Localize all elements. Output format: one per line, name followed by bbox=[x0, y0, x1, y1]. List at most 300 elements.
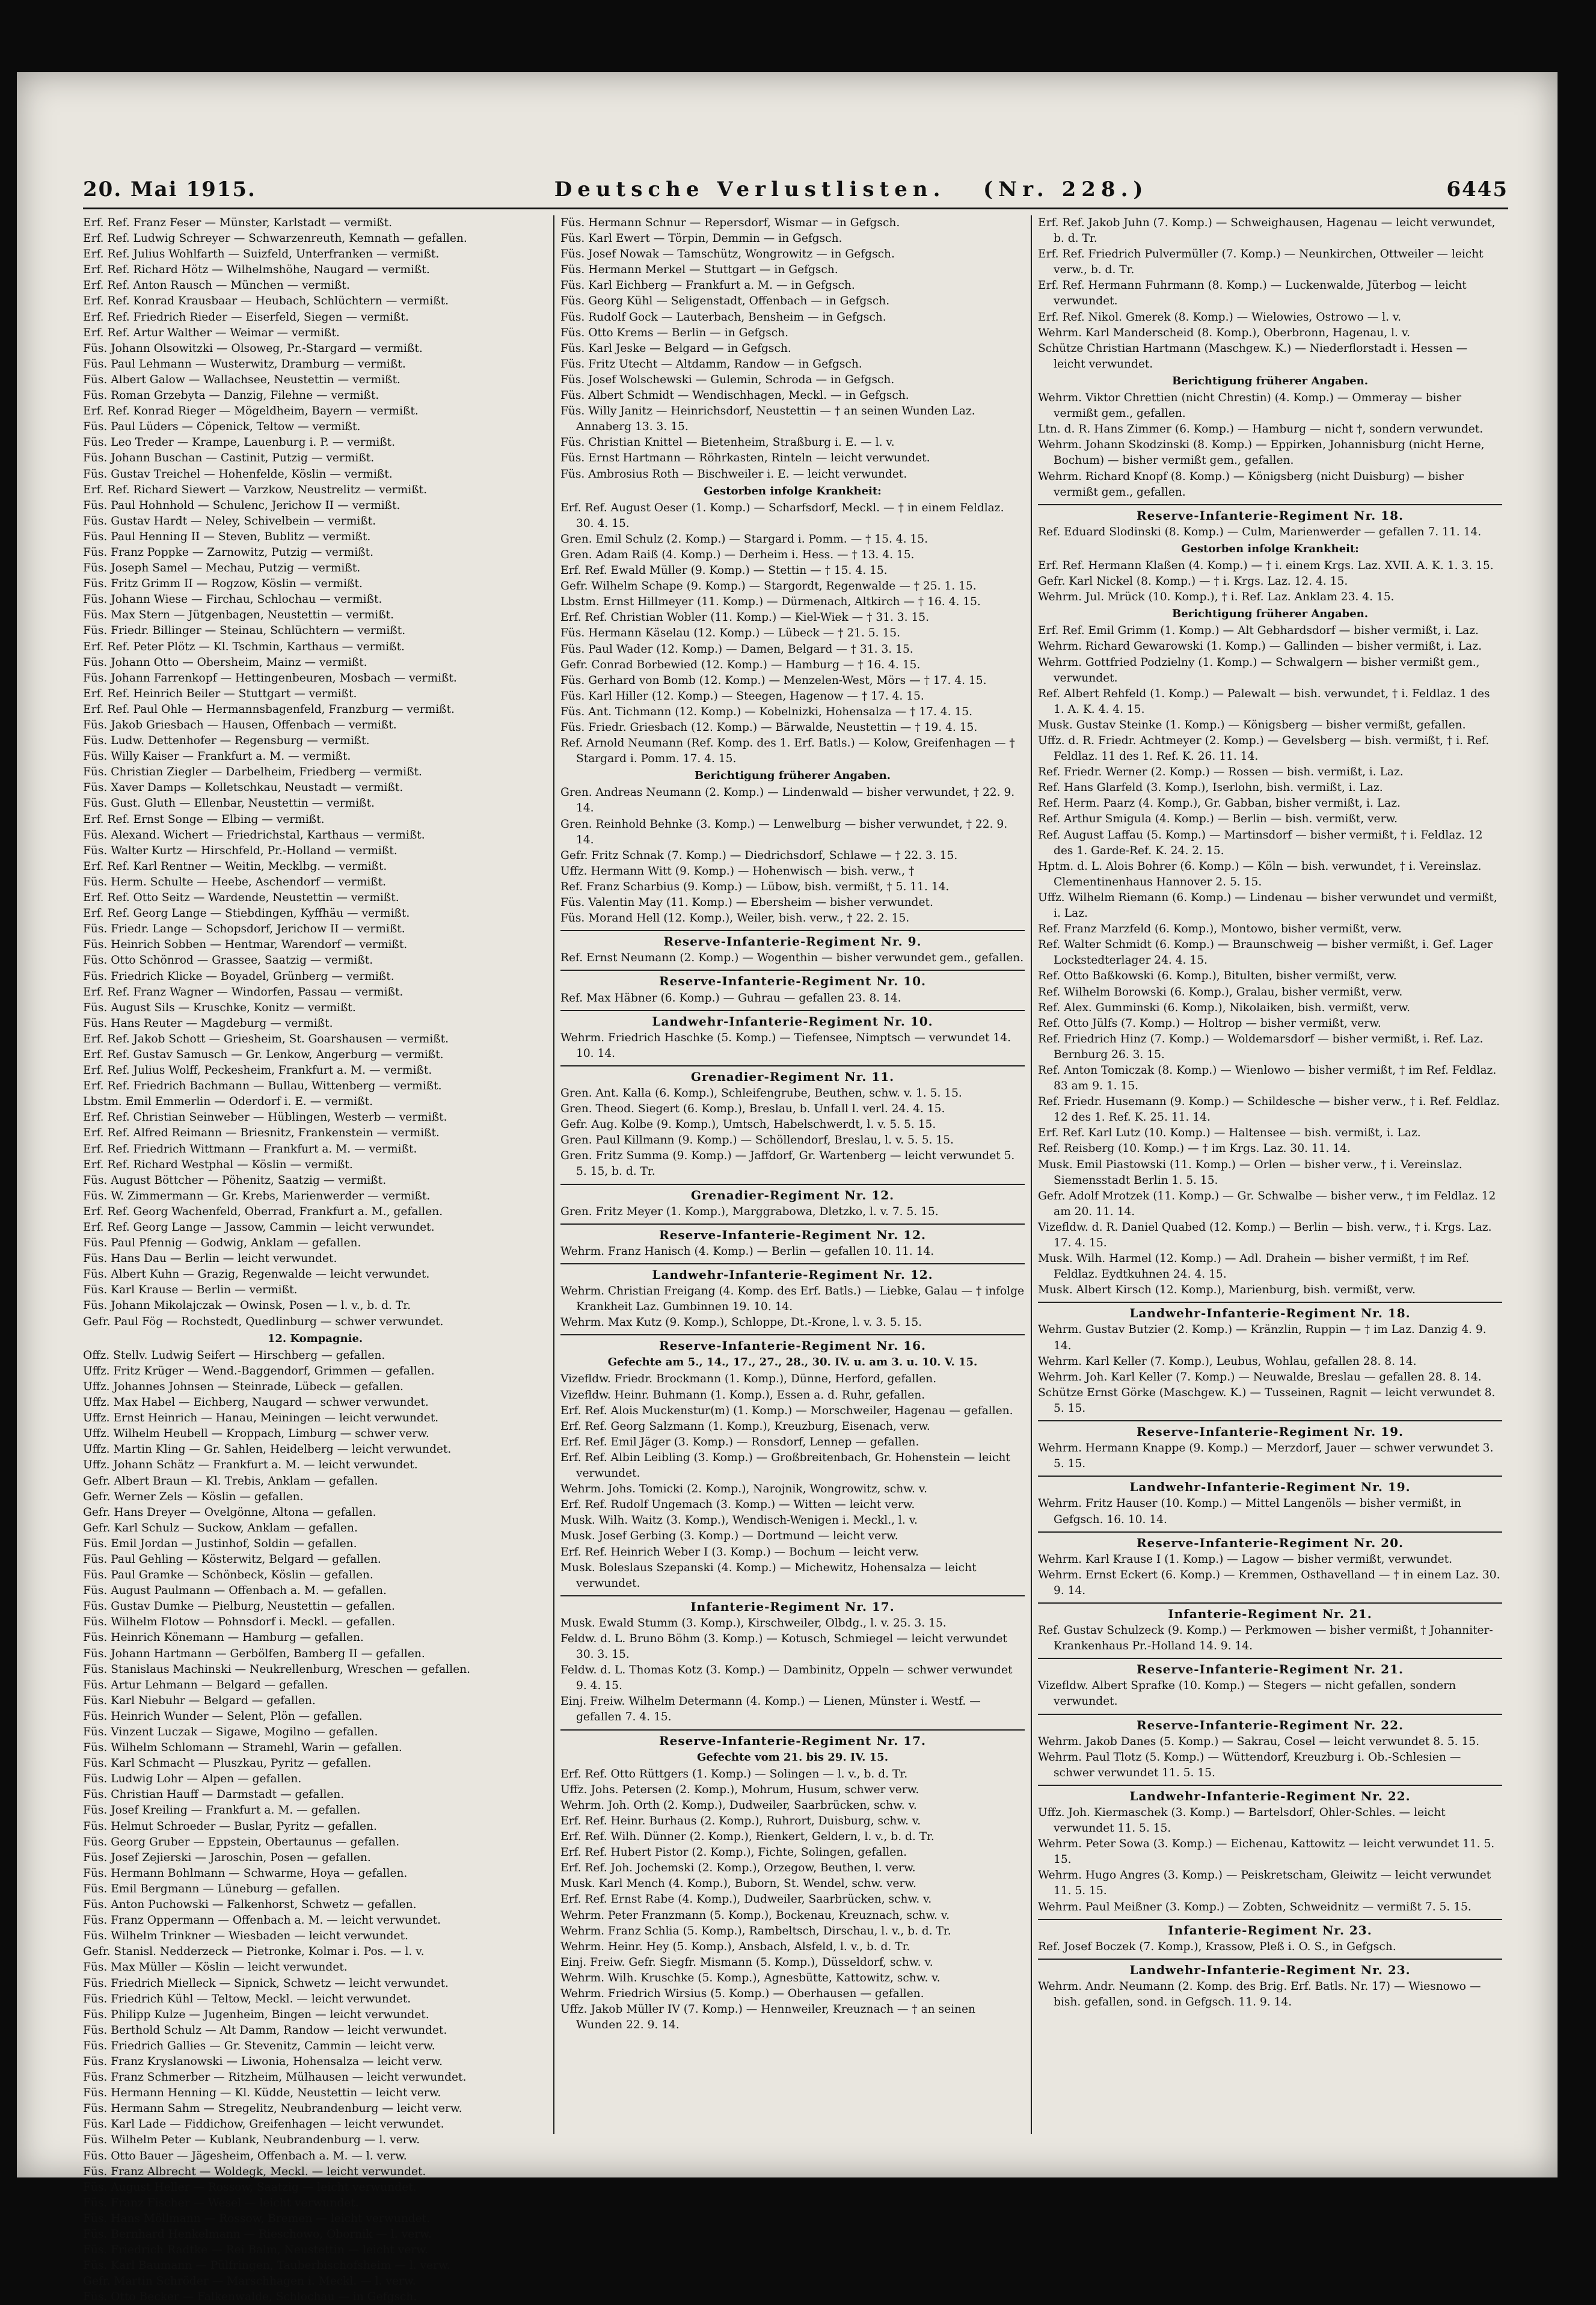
casualty-entry: Hptm. d. L. Alois Bohrer (6. Komp.) — Köln — bish. verwundet, † i. Vereinslaz. Clementinenhaus Hannover 2. 5. 15. bbox=[1038, 860, 1482, 888]
casualty-entry: Erf. Ref. Franz Wagner — Windorfen, Passau — vermißt. bbox=[83, 985, 404, 999]
casualty-entry: Musk. Gustav Steinke (1. Komp.) — Königsberg — bisher vermißt, gefallen. bbox=[1038, 718, 1466, 731]
casualty-entry: Ref. Otto Jülfs (7. Komp.) — Holtrop — bisher vermißt, verw. bbox=[1038, 1017, 1381, 1030]
casualty-entry: Ref. Eduard Slodinski (8. Komp.) — Culm, Marienwerder — gefallen 7. 11. 14. bbox=[1038, 525, 1482, 538]
casualty-entry: Füs. Johann Buschan — Castinit, Putzig — vermißt. bbox=[83, 452, 375, 465]
casualty-entry: Füs. Franz Oppermann — Offenbach a. M. — leicht verwundet. bbox=[83, 1914, 441, 1927]
casualty-entry: Erf. Ref. Konrad Krausbaar — Heubach, Schlüchtern — vermißt. bbox=[83, 295, 449, 308]
casualty-entry: Uffz. Ernst Heinrich — Hanau, Meiningen — leicht verwundet. bbox=[83, 1412, 439, 1425]
casualty-entry: Füs. Johann Otto — Obersheim, Mainz — vermißt. bbox=[83, 656, 367, 669]
casualty-entry: Erf. Ref. Georg Salzmann (1. Komp.), Kreuzburg, Eisenach, verw. bbox=[560, 1420, 930, 1433]
casualty-entry: Füs. Johann Hartmann — Gerbölfen, Bamberg II — gefallen. bbox=[83, 1647, 425, 1660]
casualty-entry: Füs. Friedr. Billinger — Steinau, Schlüchtern — vermißt. bbox=[83, 624, 406, 638]
casualty-entry: Füs. Ernst Hartmann — Röhrkasten, Rinteln — leicht verwundet. bbox=[560, 452, 930, 465]
page-number: 6445 bbox=[1446, 177, 1508, 202]
casualty-entry: Vizefldw. Friedr. Brockmann (1. Komp.), Dünne, Herford, gefallen. bbox=[560, 1373, 937, 1386]
regiment-heading: Landwehr-Infanterie-Regiment Nr. 19. bbox=[1038, 1476, 1502, 1495]
casualty-entry: Füs. Anton Puchowski — Falkenhorst, Schwetz — gefallen. bbox=[83, 1898, 417, 1912]
regiment-heading: Reserve-Infanterie-Regiment Nr. 16. bbox=[560, 1334, 1025, 1353]
regiment-heading: Landwehr-Infanterie-Regiment Nr. 22. bbox=[1038, 1785, 1502, 1804]
casualty-entry: Ref. Hans Glarfeld (3. Komp.), Iserlohn, bish. vermißt, i. Laz. bbox=[1038, 781, 1383, 795]
casualty-entry: Erf. Ref. Heinr. Burhaus (2. Komp.), Ruhrort, Duisburg, schw. v. bbox=[560, 1815, 921, 1827]
casualty-entry: Erf. Ref. Otto Rüttgers (1. Komp.) — Solingen — l. v., b. d. Tr. bbox=[560, 1767, 908, 1780]
casualty-entry: Füs. Friedrich Mielleck — Sipnick, Schwetz — leicht verwundet. bbox=[83, 1977, 449, 1990]
casualty-entry: Füs. Ambrosius Roth — Bischweiler i. E. — leicht verwundet. bbox=[560, 467, 907, 481]
casualty-entry: Gefr. Werner Zels — Köslin — gefallen. bbox=[83, 1490, 304, 1503]
casualty-entry: Füs. Karl Hiller (12. Komp.) — Steegen, Hagenow — † 17. 4. 15. bbox=[560, 689, 924, 703]
casualty-entry: Wehrm. Paul Meißner (3. Komp.) — Zobten, Schweidnitz — vermißt 7. 5. 15. bbox=[1038, 1900, 1472, 1913]
casualty-entry: Gefr. Aug. Kolbe (9. Komp.), Umtsch, Habelschwerdt, l. v. 5. 5. 15. bbox=[560, 1118, 936, 1131]
casualty-entry: Füs. Franz Poppke — Zarnowitz, Putzig — vermißt. bbox=[83, 546, 374, 559]
casualty-entry: Füs. Gerhard von Bomb (12. Komp.) — Menzelen-West, Mörs — † 17. 4. 15. bbox=[560, 674, 987, 687]
casualty-entry: Füs. Josef Kreiling — Frankfurt a. M. — gefallen. bbox=[83, 1804, 361, 1817]
casualty-entry: Füs. Emil Bergmann — Lüneburg — gefallen. bbox=[83, 1882, 340, 1895]
casualty-entry: Füs. Georg Gruber — Eppstein, Obertaunus — gefallen. bbox=[83, 1835, 400, 1848]
casualty-entry: Einj. Freiw. Gefr. Siegfr. Mismann (5. Komp.), Düsseldorf, schw. v. bbox=[560, 1956, 933, 1969]
casualty-entry: Feldw. d. L. Bruno Böhm (3. Komp.) — Kotusch, Schmiegel — leicht verwundet 30. 3. 15. bbox=[560, 1632, 1007, 1661]
casualty-entry: Wehrm. Viktor Chrettien (nicht Chrestin) (4. Komp.) — Ommeray — bisher vermißt gem., gefallen. bbox=[1038, 392, 1461, 420]
casualty-entry: Füs. Paul Pfennig — Godwig, Anklam — gefallen. bbox=[83, 1237, 361, 1250]
publication-title bbox=[554, 177, 1149, 202]
regiment-heading: Reserve-Infanterie-Regiment Nr. 21. bbox=[1038, 1658, 1502, 1677]
casualty-entry: Erf. Ref. Georg Lange — Stiebdingen, Kyffhäu — vermißt. bbox=[83, 907, 410, 920]
casualty-entry: Erf. Ref. Rudolf Ungemach (3. Komp.) — Witten — leicht verw. bbox=[560, 1498, 915, 1512]
subsection-heading: Gefechte am 5., 14., 17., 27., 28., 30. IV. u. am 3. u. 10. V. 15. bbox=[607, 1356, 978, 1369]
casualty-entry: Füs. Franz Albrecht — Woldegk, Meckl. — leicht verwundet. bbox=[83, 2165, 426, 2178]
casualty-entry: Füs. Karl Niebuhr — Belgard — gefallen. bbox=[83, 1694, 316, 1707]
casualty-entry: Ref. Herm. Paarz (4. Komp.), Gr. Gabban, bisher vermißt, i. Laz. bbox=[1038, 797, 1401, 810]
casualty-entry: Erf. Ref. Christian Wobler (11. Komp.) — Kiel-Wiek — † 31. 3. 15. bbox=[560, 611, 930, 624]
casualty-entry: Füs. Gustav Dumke — Pielburg, Neustettin — gefallen. bbox=[83, 1600, 395, 1613]
casualty-entry: Füs. August Sils — Kruschke, Konitz — vermißt. bbox=[83, 1001, 356, 1014]
casualty-entry: Füs. Ludw. Dettenhofer — Regensburg — vermißt. bbox=[83, 734, 370, 748]
casualty-entry: Füs. Alexand. Wichert — Friedrichstal, Karthaus — vermißt. bbox=[83, 828, 425, 842]
casualty-entry: Gren. Theod. Siegert (6. Komp.), Breslau, b. Unfall l. verl. 24. 4. 15. bbox=[560, 1103, 945, 1116]
casualty-entry: Vizefldw. Heinr. Buhmann (1. Komp.), Essen a. d. Ruhr, gefallen. bbox=[560, 1388, 925, 1402]
casualty-entry: Füs. August Heller — Rossow, Saatzig — leicht verwundet. bbox=[83, 2180, 417, 2194]
casualty-entry: Erf. Ref. Ernst Rabe (4. Komp.), Dudweiler, Saarbrücken, schw. v. bbox=[560, 1893, 932, 1906]
casualty-entry: Erf. Ref. Friedrich Rieder — Eiserfeld, Siegen — vermißt. bbox=[83, 310, 409, 324]
casualty-entry: Füs. Christian Hauff — Darmstadt — gefallen. bbox=[83, 1788, 345, 1802]
casualty-entry: Füs. Otto Becker — Falkenwalde, Schlochau — in Gefgsch. bbox=[83, 2291, 417, 2304]
casualty-entry: Füs. Hans Möllmann — Rossow, Bremen — leicht verwundet. bbox=[83, 2212, 430, 2225]
regiment-heading: Reserve-Infanterie-Regiment Nr. 9. bbox=[560, 930, 1025, 949]
casualty-entry: Füs. Paul Lüders — Cöpenick, Teltow — vermißt. bbox=[83, 420, 361, 434]
casualty-entry: Füs. Gustav Treichel — Hohenfelde, Köslin — vermißt. bbox=[83, 467, 393, 481]
casualty-entry: Ref. Franz Scharbius (9. Komp.) — Lübow, bish. vermißt, † 5. 11. 14. bbox=[560, 880, 950, 893]
subsection-heading: 12. Kompagnie. bbox=[267, 1332, 363, 1345]
casualty-entry: Füs. Max Müller — Köslin — leicht verwundet. bbox=[83, 1961, 348, 1974]
casualty-entry: Ref. Franz Marzfeld (6. Komp.), Montowo, bisher vermißt, verw. bbox=[1038, 923, 1402, 936]
regiment-heading: Infanterie-Regiment Nr. 17. bbox=[560, 1595, 1025, 1614]
casualty-entry: Ref. Ernst Neumann (2. Komp.) — Wogenthin — bisher verwundet gem., gefallen. bbox=[560, 952, 1024, 965]
casualty-entry: Füs. Wilhelm Peter — Kublank, Neubrandenburg — l. verw. bbox=[83, 2134, 420, 2147]
casualty-entry: Gefr. Albert Braun — Kl. Trebis, Anklam — gefallen. bbox=[83, 1474, 378, 1488]
casualty-entry: Füs. Johann Olsowitzki — Olsoweg, Pr.-Stargard — vermißt. bbox=[83, 342, 423, 355]
casualty-entry: Füs. Paul Hohnhold — Schulenc, Jerichow II — vermißt. bbox=[83, 499, 401, 512]
casualty-entry: Erf. Ref. Joh. Jochemski (2. Komp.), Orzegow, Beuthen, l. verw. bbox=[560, 1862, 916, 1875]
casualty-entry: Füs. August Böttcher — Pöhenitz, Saatzig — vermißt. bbox=[83, 1174, 387, 1187]
casualty-entry: Füs. Franz Schmerber — Ritzheim, Mülhausen — leicht verwundet. bbox=[83, 2071, 467, 2084]
casualty-entry: Musk. Josef Gerbing (3. Komp.) — Dortmund — leicht verw. bbox=[560, 1530, 898, 1543]
casualty-entry: Gren. Andreas Neumann (2. Komp.) — Lindenwald — bisher verwundet, † 22. 9. 14. bbox=[560, 786, 1015, 815]
casualty-entry: Erf. Ref. Albin Leibling (3. Komp.) — Großbreitenbach, Gr. Hohenstein — leicht verwundet. bbox=[560, 1451, 1010, 1480]
casualty-entry: Wehrm. Richard Knopf (8. Komp.) — Königsberg (nicht Duisburg) — bisher vermißt gem., gefallen. bbox=[1038, 470, 1464, 499]
casualty-entry: Uffz. Fritz Krüger — Wend.-Baggendorf, Grimmen — gefallen. bbox=[83, 1364, 435, 1377]
casualty-entry: Uffz. Joh. Kiermaschek (3. Komp.) — Bartelsdorf, Ohler-Schles. — leicht verwundet 11. 5. 15. bbox=[1038, 1806, 1446, 1835]
casualty-entry: Uffz. Johann Schätz — Frankfurt a. M. — leicht verwundet. bbox=[83, 1459, 418, 1472]
casualty-entry: Offz. Stellv. Ludwig Seifert — Hirschberg — gefallen. bbox=[83, 1349, 385, 1362]
casualty-entry: Erf. Ref. Julius Wolff, Peckesheim, Frankfurt a. M. — vermißt. bbox=[83, 1064, 432, 1077]
casualty-entry: Erf. Ref. Georg Lange — Jassow, Cammin — leicht verwundet. bbox=[83, 1221, 435, 1234]
casualty-entry: Gefr. Stanisl. Nedderzeck — Pietronke, Kolmar i. Pos. — l. v. bbox=[83, 1945, 425, 1959]
casualty-entry: Ref. Gustav Schulzeck (9. Komp.) — Perkmowen — bisher vermißt, † Johanniter-Krankenhaus Pr.-Holland 14. 9. 14. bbox=[1038, 1624, 1493, 1653]
casualty-entry: Füs. Heinrich Sobben — Hentmar, Warendorf — vermißt. bbox=[83, 938, 408, 952]
casualty-entry: Wehrm. Gustav Butzier (2. Komp.) — Kränzlin, Ruppin — † im Laz. Danzig 4. 9. 14. bbox=[1038, 1323, 1487, 1352]
casualty-entry: Gefr. Paul Fög — Rochstedt, Quedlinburg — schwer verwundet. bbox=[83, 1315, 444, 1328]
casualty-entry: Füs. Philipp Kulze — Jugenheim, Bingen — leicht verwundet. bbox=[83, 2008, 429, 2021]
casualty-entry: Gren. Ant. Kalla (6. Komp.), Schleifengrube, Beuthen, schw. v. 1. 5. 15. bbox=[560, 1086, 962, 1100]
casualty-entry: Füs. Wilhelm Trinkner — Wiesbaden — leicht verwundet. bbox=[83, 1930, 408, 1943]
casualty-entry: Füs. Willy Kaiser — Frankfurt a. M. — vermißt. bbox=[83, 750, 351, 763]
casualty-entry: Ref. Friedr. Husemann (9. Komp.) — Schildesche — bisher verw., † i. Ref. Feldlaz. 12 des 1. Ref. K. 25. 11. 14. bbox=[1038, 1095, 1500, 1124]
casualty-entry: Gefr. Adolf Mrotzek (11. Komp.) — Gr. Schwalbe — bisher verw., † im Feldlaz. 12 am 20. 11. 14. bbox=[1038, 1189, 1496, 1218]
casualty-entry: Erf. Ref. Karl Rentner — Weitin, Mecklbg. — vermißt. bbox=[83, 860, 387, 873]
casualty-entry: Wehrm. Hugo Angres (3. Komp.) — Peiskretscham, Gleiwitz — leicht verwundet 11. 5. 15. bbox=[1038, 1869, 1491, 1898]
casualty-entry: Füs. Albert Galow — Wallachsee, Neustettin — vermißt. bbox=[83, 373, 401, 386]
casualty-entry: Füs. Franz Kryslanowski — Liwonia, Hohensalza — leicht verw. bbox=[83, 2055, 443, 2068]
casualty-entry: Erf. Ref. Georg Wachenfeld, Oberrad, Frankfurt a. M., gefallen. bbox=[83, 1205, 443, 1218]
casualty-entry: Füs. Hermann Merkel — Stuttgart — in Gefgsch. bbox=[560, 263, 838, 277]
casualty-entry: Wehrm. Johs. Tomicki (2. Komp.), Narojnik, Wongrowitz, schw. v. bbox=[560, 1483, 928, 1496]
casualty-entry: Füs. Artur Lehmann — Belgard — gefallen. bbox=[83, 1678, 328, 1691]
casualty-entry: Gren. Fritz Summa (9. Komp.) — Jaffdorf, Gr. Wartenberg — leicht verwundet 5. 5. 15, b. d. Tr. bbox=[560, 1149, 1015, 1178]
casualty-entry: Erf. Ref. August Oeser (1. Komp.) — Scharfsdorf, Meckl. — † in einem Feldlaz. 30. 4. 15. bbox=[560, 501, 1004, 530]
casualty-entry: Ref. August Laffau (5. Komp.) — Martinsdorf — bisher vermißt, † i. Feldlaz. 12 des 1. Garde-Ref. K. 24. 2. 15. bbox=[1038, 828, 1483, 857]
casualty-entry: Wehrm. Richard Gewarowski (1. Komp.) — Gallinden — bisher vermißt, i. Laz. bbox=[1038, 640, 1482, 653]
casualty-entry: Wehrm. Friedrich Wirsius (5. Komp.) — Oberhausen — gefallen. bbox=[560, 1987, 924, 2001]
casualty-entry: Füs. W. Zimmermann — Gr. Krebs, Marienwerder — vermißt. bbox=[83, 1189, 431, 1202]
casualty-entry: Ltn. d. R. Hans Zimmer (6. Komp.) — Hamburg — nicht †, sondern verwundet. bbox=[1038, 423, 1484, 436]
casualty-entry: Uffz. Martin Kling — Gr. Sahlen, Heidelberg — leicht verwundet. bbox=[83, 1443, 452, 1456]
casualty-entry: Gefr. Martin Schröder — Marschhagen i. Meckl. — l. verw. bbox=[83, 2275, 416, 2288]
casualty-entry: Musk. Karl Mench (4. Komp.), Buborn, St. Wendel, schw. verw. bbox=[560, 1877, 916, 1891]
casualty-entry: Erf. Ref. Nikol. Gmerek (8. Komp.) — Wielowies, Ostrowo — l. v. bbox=[1038, 310, 1402, 324]
casualty-entry: Füs. Joseph Samel — Mechau, Putzig — vermißt. bbox=[83, 562, 361, 575]
casualty-entry: Füs. Paul Lehmann — Wusterwitz, Dramburg — vermißt. bbox=[83, 357, 406, 371]
casualty-entry: Füs. Otto Bauer — Jägesheim, Offenbach a. M. — l. verw. bbox=[83, 2149, 407, 2162]
casualty-entry: Lbstm. Emil Emmerlin — Oderdorf i. E. — vermißt. bbox=[83, 1095, 373, 1109]
casualty-entry: Erf. Ref. Emil Grimm (1. Komp.) — Alt Gebhardsdorf — bisher vermißt, i. Laz. bbox=[1038, 624, 1479, 638]
casualty-entry: Wehrm. Hermann Knappe (9. Komp.) — Merzdorf, Jauer — schwer verwundet 3. 5. 15. bbox=[1038, 1442, 1494, 1471]
casualty-entry: Ref. Albert Rehfeld (1. Komp.) — Palewalt — bish. verwundet, † i. Feldlaz. 1 des 1. A. K. 4. 4. 15. bbox=[1038, 687, 1490, 716]
casualty-entry: Ref. Otto Baßkowski (6. Komp.), Bitulten, bisher vermißt, verw. bbox=[1038, 970, 1397, 983]
casualty-entry: Ref. Walter Schmidt (6. Komp.) — Braunschweig — bisher vermißt, i. Gef. Lager Lockstedterlager 24. 4. 15. bbox=[1038, 938, 1493, 967]
casualty-entry: Füs. Karl Krause — Berlin — vermißt. bbox=[83, 1284, 298, 1297]
casualty-entry: Füs. Stanislaus Machinski — Neukrellenburg, Wreschen — gefallen. bbox=[83, 1663, 470, 1676]
casualty-entry: Wehrm. Friedrich Haschke (5. Komp.) — Tiefensee, Nimptsch — verwundet 14. 10. 14. bbox=[560, 1031, 1011, 1060]
casualty-entry: Erf. Ref. Hermann Klaßen (4. Komp.) — † i. einem Krgs. Laz. XVII. A. K. 1. 3. 15. bbox=[1038, 559, 1494, 572]
subsection-heading: Gefechte vom 21. bis 29. IV. 15. bbox=[697, 1750, 888, 1764]
casualty-entry: Ref. Wilhelm Borowski (6. Komp.), Gralau, bisher vermißt, verw. bbox=[1038, 985, 1403, 999]
casualty-entry: Füs. Josef Nowak — Tamschütz, Wongrowitz — in Gefgsch. bbox=[560, 248, 895, 261]
casualty-entry: Füs. Hermann Schnur — Repersdorf, Wismar — in Gefgsch. bbox=[560, 217, 900, 229]
casualty-entry: Erf. Ref. Heinrich Weber I (3. Komp.) — Bochum — leicht verw. bbox=[560, 1545, 919, 1559]
casualty-entry: Füs. Karl Eichberg — Frankfurt a. M. — in Gefgsch. bbox=[560, 279, 855, 292]
casualty-entry: Erf. Ref. Richard Westphal — Köslin — vermißt. bbox=[83, 1158, 353, 1171]
regiment-heading: Reserve-Infanterie-Regiment Nr. 22. bbox=[1038, 1714, 1502, 1733]
subsection-heading: Berichtigung früherer Angaben. bbox=[694, 769, 891, 783]
casualty-entry: Füs. Bernhard Henkelmann — Rieschowo, Obornik — l. verw. bbox=[83, 2228, 432, 2241]
casualty-entry: Erf. Ref. Christian Seinweber — Hüblingen, Westerb — vermißt. bbox=[83, 1111, 447, 1124]
casualty-entry: Schütze Ernst Görke (Maschgew. K.) — Tusseinen, Ragnit — leicht verwundet 8. 5. 15. bbox=[1038, 1386, 1496, 1415]
subsection-heading: Berichtigung früherer Angaben. bbox=[1171, 374, 1369, 387]
casualty-entry: Füs. Heinrich Wunder — Selent, Plön — gefallen. bbox=[83, 1710, 363, 1723]
casualty-entry: Füs. Karl Schmacht — Pluszkau, Pyritz — gefallen. bbox=[83, 1757, 372, 1770]
casualty-entry: Füs. Walter Kurtz — Hirschfeld, Pr.-Holland — vermißt. bbox=[83, 844, 397, 857]
casualty-entry: Wehrm. Franz Schlia (5. Komp.), Rambeltsch, Dirschau, l. v., b. d. Tr. bbox=[560, 1924, 951, 1937]
casualty-entry: Wehrm. Max Kutz (9. Komp.), Schloppe, Dt.-Krone, l. v. 3. 5. 15. bbox=[560, 1316, 922, 1329]
casualty-entry: Uffz. Wilhelm Riemann (6. Komp.) — Lindenau — bisher verwundet und vermißt, i. Laz. bbox=[1038, 891, 1497, 920]
casualty-entry: Wehrm. Peter Franzmann (5. Komp.), Bockenau, Kreuznach, schw. v. bbox=[560, 1909, 950, 1922]
casualty-entry: Wehrm. Karl Krause I (1. Komp.) — Lagow — bisher vermißt, verwundet. bbox=[1038, 1553, 1453, 1566]
casualty-entry: Erf. Ref. Jakob Schott — Griesheim, St. Goarshausen — vermißt. bbox=[83, 1032, 449, 1045]
casualty-entry: Erf. Ref. Wilh. Dünner (2. Komp.), Rienkert, Geldern, l. v., b. d. Tr. bbox=[560, 1830, 935, 1844]
casualty-entry: Füs. Morand Hell (12. Komp.), Weiler, bish. verw., † 22. 2. 15. bbox=[560, 912, 910, 925]
casualty-entry: Erf. Ref. Friedrich Bachmann — Bullau, Wittenberg — vermißt. bbox=[83, 1080, 442, 1093]
casualty-entry: Füs. Karl Ewert — Törpin, Demmin — in Gefgsch. bbox=[560, 232, 843, 245]
casualty-entry: Füs. Hans Dau — Berlin — leicht verwundet. bbox=[83, 1252, 337, 1266]
casualty-entry: Füs. Roman Grzebyta — Danzig, Filehne — vermißt. bbox=[83, 389, 379, 402]
casualty-entry: Ref. Alex. Gumminski (6. Komp.), Nikolaiken, bish. vermißt, verw. bbox=[1038, 1001, 1411, 1014]
regiment-heading: Landwehr-Infanterie-Regiment Nr. 10. bbox=[560, 1010, 1025, 1029]
casualty-entry: Gefr. Karl Schulz — Suckow, Anklam — gefallen. bbox=[83, 1521, 358, 1534]
casualty-entry: Füs. Xaver Damps — Kolletschkau, Neustadt — vermißt. bbox=[83, 781, 404, 795]
casualty-entry: Ref. Max Häbner (6. Komp.) — Guhrau — gefallen 23. 8. 14. bbox=[560, 991, 901, 1005]
casualty-entry: Erf. Ref. Konrad Rieger — Mögeldheim, Bayern — vermißt. bbox=[83, 405, 419, 418]
casualty-entry: Füs. Max Stern — Jütgenbagen, Neustettin — vermißt. bbox=[83, 609, 394, 622]
casualty-entry: Füs. Hermann Henning — Kl. Küdde, Neustettin — leicht verw. bbox=[83, 2087, 441, 2100]
casualty-entry: Füs. Paul Gehling — Kösterwitz, Belgard — gefallen. bbox=[83, 1553, 381, 1566]
casualty-entry: Füs. Hermann Käselau (12. Komp.) — Lübeck — † 21. 5. 15. bbox=[560, 627, 901, 640]
masthead-title: Deutsche Verlustlisten. bbox=[554, 177, 946, 202]
casualty-entry: Erf. Ref. Paul Ohle — Hermannsbagenfeld, Franzburg — vermißt. bbox=[83, 703, 455, 716]
casualty-entry: Wehrm. Jul. Mrück (10. Komp.), † i. Ref. Laz. Anklam 23. 4. 15. bbox=[1038, 591, 1395, 604]
casualty-entry: Füs. Johann Farrenkopf — Hettingenbeuren, Mosbach — vermißt. bbox=[83, 671, 457, 685]
casualty-entry: Gren. Reinhold Behnke (3. Komp.) — Lenwelburg — bisher verwundet, † 22. 9. 14. bbox=[560, 817, 1008, 846]
casualty-entry: Füs. Karl Lade — Fiddichow, Greifenhagen — leicht verwundet. bbox=[83, 2118, 444, 2131]
casualty-entry: Wehrm. Paul Tlotz (5. Komp.) — Wüttendorf, Kreuzburg i. Ob.-Schlesien — schwer verwundet 11. 5. 15. bbox=[1038, 1750, 1461, 1779]
casualty-entry: Wehrm. Karl Keller (7. Komp.), Leubus, Wohlau, gefallen 28. 8. 14. bbox=[1038, 1355, 1417, 1368]
casualty-entry: Uffz. Wilhelm Heubell — Kroppach, Limburg — schwer verw. bbox=[83, 1427, 429, 1441]
casualty-entry: Musk. Wilh. Waitz (3. Komp.), Wendisch-Wenigen i. Meckl., l. v. bbox=[560, 1514, 918, 1527]
casualty-entry: Füs. Friedrich Radtke — Rei Balm, Neustettin — leicht verw. bbox=[83, 2244, 428, 2257]
casualty-entry: Füs. Friedr. Lange — Schopsdorf, Jerichow II — vermißt. bbox=[83, 923, 405, 936]
casualty-entry: Füs. Karl Baumann — Pülfringen, Tauberbischofsheim — l. verw. bbox=[83, 2259, 450, 2273]
casualty-entry: Erf. Ref. Franz Feser — Münster, Karlstadt — vermißt. bbox=[83, 217, 392, 229]
regiment-heading: Reserve-Infanterie-Regiment Nr. 18. bbox=[1038, 504, 1502, 523]
casualty-entry: Uffz. Johs. Petersen (2. Komp.), Mohrum, Husum, schwer verw. bbox=[560, 1783, 919, 1796]
regiment-heading: Reserve-Infanterie-Regiment Nr. 10. bbox=[560, 970, 1025, 989]
casualty-entry: Gren. Fritz Meyer (1. Komp.), Marggrabowa, Dletzko, l. v. 7. 5. 15. bbox=[560, 1205, 939, 1218]
casualty-entry: Füs. Friedrich Klicke — Boyadel, Grünberg — vermißt. bbox=[83, 970, 394, 983]
casualty-entry: Füs. Karl Jeske — Belgard — in Gefgsch. bbox=[560, 342, 791, 355]
casualty-entry: Uffz. Jakob Müller IV (7. Komp.) — Hennweiler, Kreuznach — † an seinen Wunden 22. 9. 14. bbox=[560, 2003, 976, 2032]
casualty-entry: Wehrm. Wilh. Kruschke (5. Komp.), Agnesbütte, Kattowitz, schw. v. bbox=[560, 1971, 941, 1984]
casualty-entry: Füs. Otto Krems — Berlin — in Gefgsch. bbox=[560, 326, 789, 339]
casualty-entry: Gefr. Conrad Borbewied (12. Komp.) — Hamburg — † 16. 4. 15. bbox=[560, 658, 921, 671]
casualty-entry: Musk. Wilh. Harmel (12. Komp.) — Adl. Drahein — bisher vermißt, † im Ref. Feldlaz. Eydtkuhnen 24. 4. 15. bbox=[1038, 1252, 1470, 1281]
casualty-entry: Feldw. d. L. Thomas Kotz (3. Komp.) — Dambinitz, Oppeln — schwer verwundet 9. 4. 15. bbox=[560, 1664, 1013, 1693]
casualty-entry: Füs. Friedrich Kühl — Teltow, Meckl. — leicht verwundet. bbox=[83, 1992, 411, 2005]
casualty-entry: Erf. Ref. Anton Rausch — München — vermißt. bbox=[83, 279, 350, 292]
casualty-entry: Vizefldw. d. R. Daniel Quabed (12. Komp.) — Berlin — bish. verw., † i. Krgs. Laz. 17. 4. 15. bbox=[1038, 1220, 1492, 1249]
casualty-entry: Erf. Ref. Ludwig Schreyer — Schwarzenreuth, Kemnath — gefallen. bbox=[83, 232, 467, 245]
subsection-heading: Gestorben infolge Krankheit: bbox=[704, 484, 882, 497]
casualty-entry: Füs. Fritz Grimm II — Rogzow, Köslin — vermißt. bbox=[83, 577, 363, 591]
casualty-entry: Füs. Gustav Hardt — Neley, Schivelbein — vermißt. bbox=[83, 514, 376, 528]
regiment-heading: Grenadier-Regiment Nr. 11. bbox=[560, 1065, 1025, 1085]
casualty-entry: Wehrm. Karl Manderscheid (8. Komp.), Oberbronn, Hagenau, l. v. bbox=[1038, 326, 1411, 339]
casualty-entry: Wehrm. Christian Freigang (4. Komp. des Erf. Batls.) — Liebke, Galau — † infolge Krankheit Laz. Gumbinnen 19. 10. 14. bbox=[560, 1285, 1025, 1314]
casualty-entry: Gefr. Fritz Schnak (7. Komp.) — Diedrichsdorf, Schlawe — † 22. 3. 15. bbox=[560, 849, 958, 862]
casualty-entry: Füs. Friedr. Griesbach (12. Komp.) — Bärwalde, Neustettin — † 19. 4. 15. bbox=[560, 721, 978, 734]
casualty-entry: Erf. Ref. Friedrich Wittmann — Frankfurt a. M. — vermißt. bbox=[83, 1142, 417, 1156]
casualty-entry: Gefr. Wilhelm Schape (9. Komp.) — Stargordt, Regenwalde — † 25. 1. 15. bbox=[560, 580, 977, 593]
casualty-entry: Uffz. d. R. Friedr. Achtmeyer (2. Komp.) — Gevelsberg — bish. vermißt, † i. Ref. Feldlaz. 11 des 1. Ref. K. 26. 11. 14. bbox=[1038, 734, 1490, 763]
casualty-entry: Erf. Ref. Heinrich Beiler — Stuttgart — vermißt. bbox=[83, 687, 357, 700]
casualty-entry: Wehrm. Franz Hanisch (4. Komp.) — Berlin — gefallen 10. 11. 14. bbox=[560, 1245, 935, 1258]
casualty-entry: Füs. Albert Kuhn — Grazig, Regenwalde — leicht verwundet. bbox=[83, 1268, 430, 1281]
casualty-entry: Gren. Emil Schulz (2. Komp.) — Stargard i. Pomm. — † 15. 4. 15. bbox=[560, 532, 928, 546]
regiment-heading: Reserve-Infanterie-Regiment Nr. 20. bbox=[1038, 1531, 1502, 1551]
casualty-entry: Füs. Herm. Schulte — Heebe, Aschendorf — vermißt. bbox=[83, 875, 387, 888]
regiment-heading: Reserve-Infanterie-Regiment Nr. 17. bbox=[560, 1729, 1025, 1749]
casualty-entry: Erf. Ref. Hermann Fuhrmann (8. Komp.) — Luckenwalde, Jüterbog — leicht verwundet. bbox=[1038, 279, 1467, 308]
casualty-entry: Erf. Ref. Ernst Songe — Elbing — vermißt. bbox=[83, 813, 325, 826]
casualty-entry: Erf. Ref. Jakob Juhn (7. Komp.) — Schweighausen, Hagenau — leicht verwundet, b. d. Tr. bbox=[1038, 217, 1496, 245]
casualty-entry: Erf. Ref. Emil Jäger (3. Komp.) — Ronsdorf, Lennep — gefallen. bbox=[560, 1435, 919, 1448]
casualty-entry: Erf. Ref. Peter Plötz — Kl. Tschmin, Karthaus — vermißt. bbox=[83, 640, 405, 653]
casualty-entry: Musk. Ewald Stumm (3. Komp.), Kirschweiler, Olbdg., l. v. 25. 3. 15. bbox=[560, 1616, 947, 1630]
casualty-entry: Erf. Ref. Otto Seitz — Wardende, Neustettin — vermißt. bbox=[83, 891, 399, 905]
casualty-entry: Uffz. Johannes Johnsen — Steinrade, Lübeck — gefallen. bbox=[83, 1380, 404, 1393]
issue-number: (Nr. 228.) bbox=[983, 177, 1149, 202]
casualty-entry: Füs. Christian Ziegler — Darbelheim, Friedberg — vermißt. bbox=[83, 766, 422, 779]
casualty-entry: Ref. Arthur Smigula (4. Komp.) — Berlin — bish. vermißt, verw. bbox=[1038, 813, 1398, 826]
casualty-entry: Ref. Anton Tomiczak (8. Komp.) — Wienlowo — bisher vermißt, † im Ref. Feldlaz. 83 am 9. 1. 15. bbox=[1038, 1063, 1497, 1093]
regiment-heading: Landwehr-Infanterie-Regiment Nr. 18. bbox=[1038, 1302, 1502, 1321]
casualty-entry: Füs. Johann Mikolajczak — Owinsk, Posen — l. v., b. d. Tr. bbox=[83, 1299, 411, 1313]
regiment-heading: Grenadier-Regiment Nr. 12. bbox=[560, 1184, 1025, 1203]
casualty-entry: Füs. Albert Schmidt — Wendischhagen, Meckl. — in Gefgsch. bbox=[560, 389, 909, 402]
casualty-entry: Füs. Emil Jordan — Justinhof, Soldin — gefallen. bbox=[83, 1537, 357, 1550]
casualty-entry: Gren. Paul Killmann (9. Komp.) — Schöllendorf, Breslau, l. v. 5. 5. 15. bbox=[560, 1134, 954, 1147]
casualty-entry: Füs. Fritz Utecht — Altdamm, Randow — in Gefgsch. bbox=[560, 357, 862, 371]
casualty-entry: Füs. Rudolf Gock — Lauterbach, Bensheim — in Gefgsch. bbox=[560, 310, 886, 324]
casualty-entry: Füs. Vinzent Luczak — Sigawe, Mogilno — gefallen. bbox=[83, 1726, 378, 1738]
casualty-entry: Musk. Emil Piastowski (11. Komp.) — Orlen — bisher verw., † i. Vereinslaz. Siemensstadt Berlin 1. 5. 15. bbox=[1038, 1158, 1462, 1187]
casualty-entry: Erf. Ref. Julius Wohlfarth — Suizfeld, Unterfranken — vermißt. bbox=[83, 248, 440, 261]
casualty-entry: Füs. Gust. Gluth — Ellenbar, Neustettin — vermißt. bbox=[83, 797, 375, 810]
casualty-entry: Erf. Ref. Richard Hötz — Wilhelmshöhe, Naugard — vermißt. bbox=[83, 263, 430, 277]
casualty-entry: Füs. Hans Reuter — Magdeburg — vermißt. bbox=[83, 1017, 333, 1030]
casualty-entry: Erf. Ref. Karl Lutz (10. Komp.) — Haltensee — bish. vermißt, i. Laz. bbox=[1038, 1127, 1421, 1140]
regiment-heading: Reserve-Infanterie-Regiment Nr. 19. bbox=[1038, 1420, 1502, 1439]
casualty-entry: Wehrm. Peter Sowa (3. Komp.) — Eichenau, Kattowitz — leicht verwundet 11. 5. 15. bbox=[1038, 1838, 1495, 1866]
casualty-entry: Ref. Friedr. Werner (2. Komp.) — Rossen — bish. vermißt, i. Laz. bbox=[1038, 766, 1404, 779]
casualty-entry: Wehrm. Heinr. Hey (5. Komp.), Ansbach, Alsfeld, l. v., b. d. Tr. bbox=[560, 1940, 910, 1953]
regiment-heading: Infanterie-Regiment Nr. 23. bbox=[1038, 1919, 1502, 1938]
issue-date: 20. Mai 1915. bbox=[83, 177, 256, 202]
casualty-entry: Füs. Paul Gramke — Schönbeck, Köslin — gefallen. bbox=[83, 1569, 373, 1582]
casualty-entry: Wehrm. Jakob Danes (5. Komp.) — Sakrau, Cosel — leicht verwundet 8. 5. 15. bbox=[1038, 1735, 1480, 1748]
casualty-entry: Lbstm. Ernst Hillmeyer (11. Komp.) — Dürmenach, Altkirch — † 16. 4. 15. bbox=[560, 595, 981, 609]
casualty-entry: Füs. Franz Fischer — Wesel — leicht verwundet. bbox=[83, 2196, 359, 2209]
casualty-entry: Wehrm. Johann Skodzinski (8. Komp.) — Eppirken, Johannisburg (nicht Herne, Bochum) — bisher vermißt gem., gefallen. bbox=[1038, 439, 1485, 467]
casualty-entry: Musk. Boleslaus Szepanski (4. Komp.) — Michewitz, Hohensalza — leicht verwundet. bbox=[560, 1561, 977, 1590]
casualty-entry: Füs. Josef Zejierski — Jaroschin, Posen — gefallen. bbox=[83, 1851, 371, 1864]
casualty-entry: Füs. Ludwig Lohr — Alpen — gefallen. bbox=[83, 1773, 302, 1786]
casualty-entry: Füs. Johann Wiese — Firchau, Schlochau — vermißt. bbox=[83, 593, 382, 606]
casualty-entry: Füs. Christian Knittel — Bietenheim, Straßburg i. E. — l. v. bbox=[560, 436, 895, 449]
casualty-entry: Füs. Ant. Tichmann (12. Komp.) — Kobelnizki, Hohensalza — † 17. 4. 15. bbox=[560, 705, 973, 718]
casualty-entry: Erf. Ref. Alois Muckenstur(m) (1. Komp.) — Morschweiler, Hagenau — gefallen. bbox=[560, 1404, 1013, 1417]
casualty-entry: Füs. Helmut Schroeder — Buslar, Pyritz — gefallen. bbox=[83, 1820, 377, 1833]
casualty-entry: Füs. Georg Kühl — Seligenstadt, Offenbach — in Gefgsch. bbox=[560, 295, 890, 308]
regiment-heading: Infanterie-Regiment Nr. 21. bbox=[1038, 1602, 1502, 1622]
casualty-entry: Uffz. Max Habel — Eichberg, Naugard — schwer verwundet. bbox=[83, 1396, 429, 1409]
column-1 bbox=[83, 215, 553, 2304]
casualty-entry: Gren. Adam Raiß (4. Komp.) — Derheim i. Hess. — † 13. 4. 15. bbox=[560, 548, 915, 561]
regiment-heading: Reserve-Infanterie-Regiment Nr. 12. bbox=[560, 1223, 1025, 1243]
column-2 bbox=[553, 215, 1031, 2134]
casualty-entry: Füs. Valentin May (11. Komp.) — Ebersheim — bisher verwundet. bbox=[560, 896, 933, 909]
casualty-entry: Gefr. Karl Nickel (8. Komp.) — † i. Krgs. Laz. 12. 4. 15. bbox=[1038, 575, 1348, 588]
column-3 bbox=[1031, 215, 1508, 2134]
casualty-entry: Füs. Jakob Griesbach — Hausen, Offenbach — vermißt. bbox=[83, 719, 397, 731]
casualty-entry: Füs. August Paulmann — Offenbach a. M. — gefallen. bbox=[83, 1584, 387, 1598]
casualty-entry: Ref. Josef Boczek (7. Komp.), Krassow, Pleß i. O. S., in Gefgsch. bbox=[1038, 1940, 1396, 1953]
regiment-heading: Landwehr-Infanterie-Regiment Nr. 12. bbox=[560, 1263, 1025, 1282]
regiment-heading: Landwehr-Infanterie-Regiment Nr. 23. bbox=[1038, 1959, 1502, 1978]
casualty-entry: Erf. Ref. Hubert Pistor (2. Komp.), Fichte, Solingen, gefallen. bbox=[560, 1846, 907, 1859]
casualty-entry: Uffz. Hermann Witt (9. Komp.) — Hohenwisch — bish. verw., † bbox=[560, 864, 915, 878]
casualty-entry: Wehrm. Joh. Karl Keller (7. Komp.) — Neuwalde, Breslau — gefallen 28. 8. 14. bbox=[1038, 1370, 1482, 1383]
casualty-entry: Füs. Leo Treder — Krampe, Lauenburg i. P. — vermißt. bbox=[83, 436, 395, 449]
casualty-entry: Gefr. Hans Dreyer — Ovelgönne, Altona — gefallen. bbox=[83, 1506, 376, 1519]
casualty-entry: Erf. Ref. Alfred Reimann — Briesnitz, Frankenstein — vermißt. bbox=[83, 1127, 440, 1140]
casualty-entry: Ref. Arnold Neumann (Ref. Komp. des 1. Erf. Batls.) — Kolow, Greifenhagen — † Stargard i. Pomm. 17. 4. 15. bbox=[560, 737, 1015, 766]
casualty-entry: Füs. Paul Wader (12. Komp.) — Damen, Belgard — † 31. 3. 15. bbox=[560, 642, 913, 656]
casualty-entry: Wehrm. Joh. Orth (2. Komp.), Dudweiler, Saarbrücken, schw. v. bbox=[560, 1799, 917, 1812]
casualty-entry: Füs. Paul Henning II — Steven, Bublitz — vermißt. bbox=[83, 530, 371, 543]
casualty-entry: Schütze Christian Hartmann (Maschgew. K.) — Niederflorstadt i. Hessen — leicht verwundet. bbox=[1038, 342, 1468, 371]
casualty-entry: Erf. Ref. Richard Siewert — Varzkow, Neustrelitz — vermißt. bbox=[83, 483, 428, 496]
casualty-entry: Wehrm. Andr. Neumann (2. Komp. des Brig. Erf. Batls. Nr. 17) — Wiesnowo — bish. gefallen, sond. in Gefgsch. 11. 9. 14. bbox=[1038, 1980, 1481, 2009]
casualty-entry: Wehrm. Fritz Hauser (10. Komp.) — Mittel Langenöls — bisher vermißt, in Gefgsch. 16. 10. 14. bbox=[1038, 1497, 1461, 1526]
casualty-entry: Füs. Hermann Sahm — Stregelitz, Neubrandenburg — leicht verw. bbox=[83, 2102, 462, 2116]
casualty-entry: Ref. Friedrich Hinz (7. Komp.) — Woldemarsdorf — bisher vermißt, i. Ref. Laz. Bernburg 26. 3. 15. bbox=[1038, 1032, 1484, 1061]
subsection-heading: Berichtigung früherer Angaben. bbox=[1171, 608, 1369, 621]
page-header bbox=[83, 171, 1508, 209]
subsection-heading: Gestorben infolge Krankheit: bbox=[1181, 542, 1359, 555]
casualty-entry: Erf. Ref. Artur Walther — Weimar — vermißt. bbox=[83, 326, 340, 339]
casualty-entry: Füs. Berthold Schulz — Alt Damm, Randow — leicht verwundet. bbox=[83, 2023, 447, 2037]
text-columns bbox=[83, 215, 1508, 2304]
casualty-entry: Füs. Friedrich Gallies — Gr. Stevenitz, Cammin — leicht verw. bbox=[83, 2039, 435, 2052]
casualty-entry: Wehrm. Gottfried Podzielny (1. Komp.) — Schwalgern — bisher vermißt gem., verwundet. bbox=[1038, 656, 1480, 685]
newspaper-page bbox=[17, 72, 1558, 2304]
